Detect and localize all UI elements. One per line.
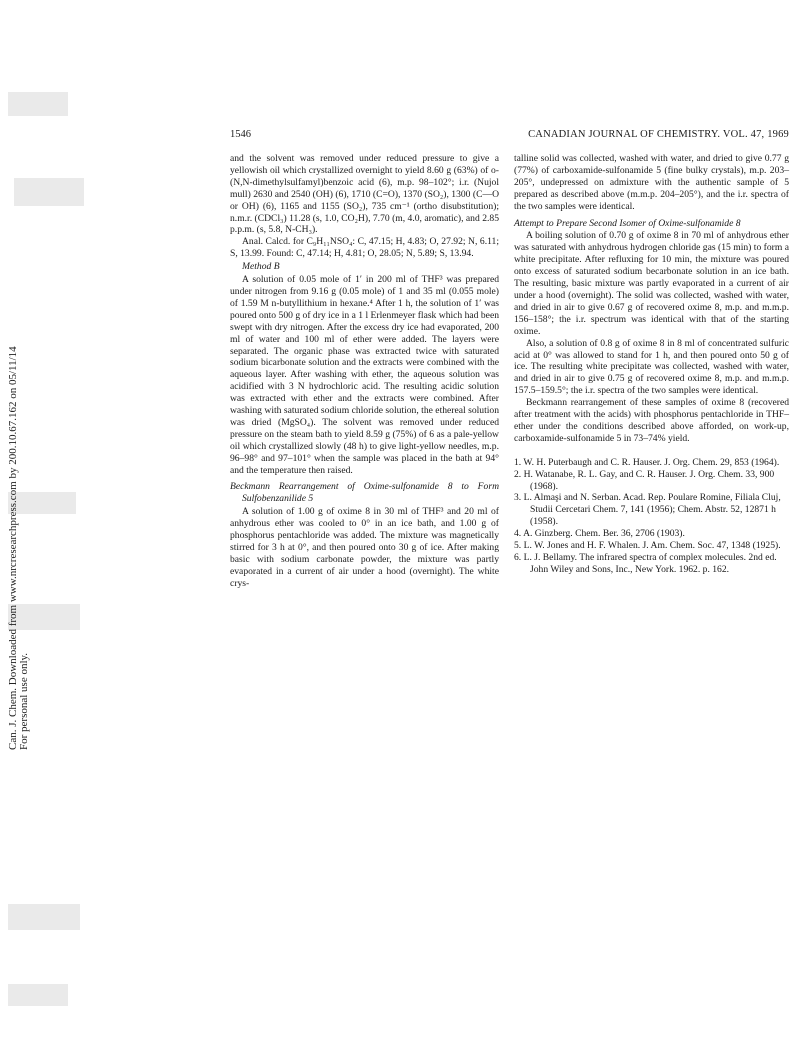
scan-artifact xyxy=(8,92,68,116)
scan-artifact xyxy=(14,178,84,206)
subsection-heading-method-b: Method B xyxy=(242,261,280,273)
page-header xyxy=(230,129,789,143)
paragraph: and the solvent was removed under reduced pressure to give a yellowish oil which crystallized overnight to yield 8.60 g (63%) of o-(N,N-dimethylsulfamyl)benzoic acid (6), m.p. 98–102°; i.r. (Nujol mull) 2630 and 2540 (OH) (6), 1710 (C=O), 1370 (SO₂), 1300 (C—O or OH) (6), 1165 and 1155 (SO₂), 735 cm⁻¹ (ortho disubstitution); n.m.r. (CDCl₃) 11.28 (s, 1.0, CO₂H), 7.70 (m, 4.0, aromatic), and 2.85 p.p.m. (s, 5.8, N-CH₃). xyxy=(230,153,499,236)
paragraph-analysis: Anal. Calcd. for C₉H₁₁NSO₄: C, 47.15; H, 4.83; O, 27.92; N, 6.11; S, 13.99. Found: C, 47.14; H, 4.81; O, 28.05; N, 5.89; S, 13.94. xyxy=(230,236,499,260)
left-column xyxy=(230,153,499,590)
personal-use-notice: For personal use only. xyxy=(18,652,30,750)
scan-artifact xyxy=(8,984,68,1006)
reference-item: 4. A. Ginzberg. Chem. Ber. 36, 2706 (1903). xyxy=(514,528,685,540)
reference-item: 3. L. Almaşi and N. Serban. Acad. Rep. Poulare Romine, Filiala Cluj, Studii Cercetari Chem. 7, 141 (1956); Chem. Abstr. 52, 12871 h (1958). xyxy=(514,492,781,528)
reference-item: 6. L. J. Bellamy. The infrared spectra of complex molecules. 2nd ed. John Wiley and Sons, Inc., New York. 1962. p. 162. xyxy=(514,552,777,575)
scan-artifact xyxy=(8,904,80,930)
paragraph: A boiling solution of 0.70 g of oxime 8 in 70 ml of anhydrous ether was saturated with anhydrous hydrogen chloride gas (15 min) to form a white precipitate. After refluxing for 10 min, the mixture was poured onto excess of saturated sodium becarbonate solution in an ice bath. The resulting, basic mixture was partly evaporated in a current of air under a hood (overnight). The solid was collected, washed with water, and dried in air to give 0.67 g of recovered oxime 8, m.p. and m.m.p. 156–158°; the i.r. spectrum was identical with that of the starting oxime. xyxy=(514,230,789,337)
paragraph: A solution of 0.05 mole of 1′ in 200 ml of THF³ was prepared under nitrogen from 9.16 g (0.05 mole) of 1 and 35 ml (0.055 mole) of 1.59 M n-butyllithium in hexane.⁴ After 1 h, the solution of 1′ was poured onto 500 g of dry ice in a 1 l Erlenmeyer flask which had been swept with dry nitrogen. After the excess dry ice had evaporated, 200 ml of water and 100 ml of ether were added. The layers were separated. The organic phase was extracted twice with saturated sodium bicarbonate solution and the extracts were combined with the aqueous layer. After washing with ether, the aqueous solution was acidified with 3 N hydrochloric acid. The resulting acidic solution was extracted with ether and the extracts were combined. After washing with saturated sodium chloride solution, the ethereal solution was dried (MgSO₄). The solvent was removed under reduced pressure on the steam bath to yield 8.59 g (75%) of 6 as a pale-yellow oil which crystallized slowly (48 h) to give light-yellow needles, m.p. 96–98° and 97–101° when the sample was placed in the bath at 94° and the temperature then raised. xyxy=(230,274,499,476)
section-heading-attempt: Attempt to Prepare Second Isomer of Oxime-sulfonamide 8 xyxy=(514,217,741,229)
reference-list xyxy=(514,457,789,576)
reference-item: 5. L. W. Jones and H. F. Whalen. J. Am. Chem. Soc. 47, 1348 (1925). xyxy=(514,540,781,552)
running-title: CANADIAN JOURNAL OF CHEMISTRY. VOL. 47, 1969 xyxy=(528,129,789,140)
section-heading-beckmann: Beckmann Rearrangement of Oxime-sulfonamide 8 to Form Sulfobenzanilide 5 xyxy=(230,481,499,505)
reference-item: 1. W. H. Puterbaugh and C. R. Hauser. J. Org. Chem. 29, 853 (1964). xyxy=(514,456,780,468)
paragraph: talline solid was collected, washed with water, and dried to give 0.77 g (77%) of carboxamide-sulfonamide 5 (fine bulky crystals), m.p. 203–205°, undepressed on admixture with the authentic sample of 5 prepared as described above (m.m.p. 204–205°), and the i.r. spectra of the two samples were identical. xyxy=(514,153,789,212)
reference-item: 2. H. Watanabe, R. L. Gay, and C. R. Hauser. J. Org. Chem. 33, 900 (1968). xyxy=(514,468,775,492)
download-notice: Can. J. Chem. Downloaded from www.nrcresearchpress.com by 200.10.67.162 on 05/11/14 xyxy=(7,346,19,750)
right-column xyxy=(514,153,789,576)
paragraph: Also, a solution of 0.8 g of oxime 8 in 8 ml of concentrated sulfuric acid at 0° was allowed to stand for 1 h, and then poured onto 50 g of ice. The resulting white precipitate was collected, washed with water, and dried in air to give 0.75 g of recovered oxime 8, m.p. and m.m.p. 157.5–159.5°; the i.r. spectra of the two samples were identical. xyxy=(514,337,789,397)
paragraph: A solution of 1.00 g of oxime 8 in 30 ml of THF³ and 20 ml of anhydrous ether was cooled to 0° in an ice bath, and 1.00 g of phosphorus pentachloride was added. The mixture was magnetically stirred for 3 h at 0°, and then poured onto 30 g of ice. After making basic with sodium carbonate powder, the mixture was partly evaporated in a current of air under a hood (overnight). The white crys- xyxy=(230,506,499,589)
page-number: 1546 xyxy=(230,129,251,140)
paragraph: Beckmann rearrangement of these samples of oxime 8 (recovered after treatment with the acids) with phosphorus pentachloride in THF–ether under the conditions described above afforded, on work-up, carboxamide-sulfonamide 5 in 73–74% yield. xyxy=(514,397,789,444)
download-watermark xyxy=(8,280,30,750)
